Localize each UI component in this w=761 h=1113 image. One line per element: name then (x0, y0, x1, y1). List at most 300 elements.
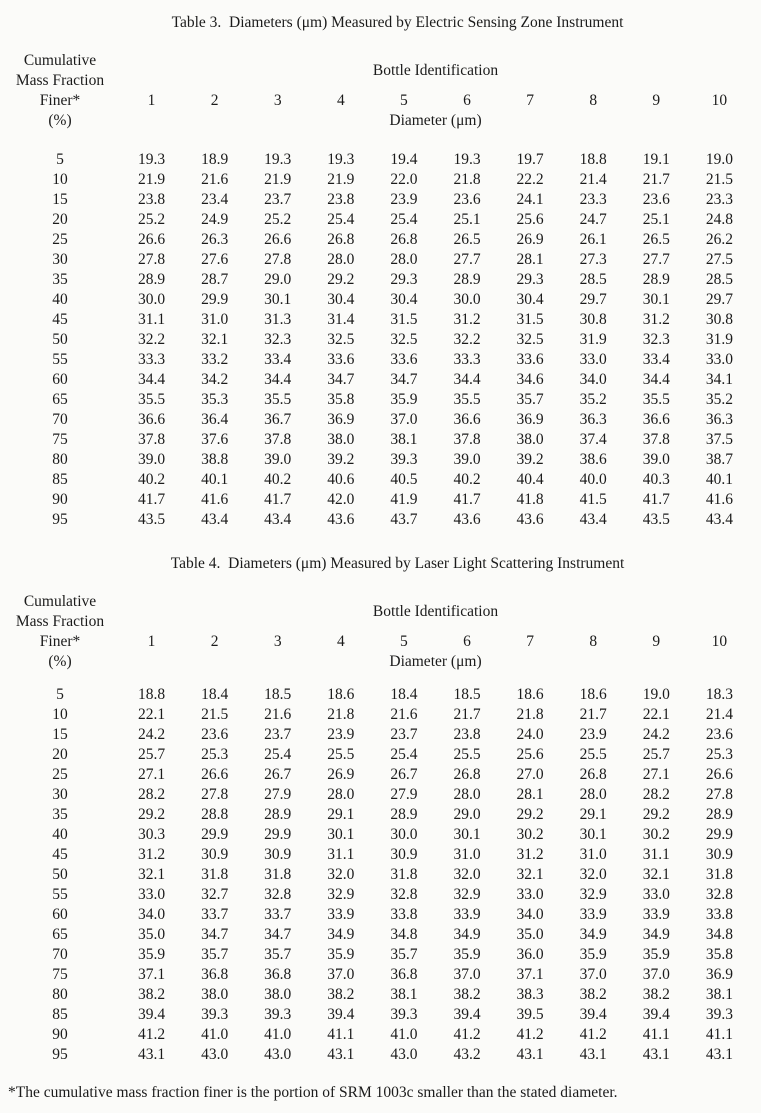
table-cell: 41.8 (516, 491, 544, 508)
table-cell: 31.1 (137, 311, 166, 328)
table-cell: 35.0 (137, 926, 166, 943)
table-cell: 43.7 (390, 511, 418, 528)
table-row (0, 865, 761, 885)
table-cell: 18.5 (453, 686, 481, 703)
table-row (0, 705, 761, 725)
table-cell: 28.2 (137, 786, 166, 803)
table-cell: 38.0 (201, 986, 229, 1003)
table-cell: 29.9 (201, 291, 229, 308)
table-cell: 37.8 (264, 431, 292, 448)
table-cell: 34.2 (201, 371, 229, 388)
table-cell: 21.7 (642, 171, 670, 188)
table-row (0, 745, 761, 765)
table-row (0, 330, 761, 350)
table-cell: 30.8 (705, 311, 733, 328)
table-cell: 33.7 (201, 906, 229, 923)
table-cell: 43.0 (264, 1046, 292, 1063)
table-cell: 41.1 (327, 1026, 355, 1043)
table-row (0, 885, 761, 905)
row-header-line: Finer* (39, 92, 81, 109)
table-cell: 37.8 (137, 431, 166, 448)
table-cell: 29.0 (264, 271, 292, 288)
table-cell: 35.2 (579, 391, 607, 408)
table-cell: 36.9 (516, 411, 544, 428)
table-row (0, 190, 761, 210)
table-cell: 43.6 (453, 511, 481, 528)
table-cell: 41.6 (705, 491, 733, 508)
table-cell: 33.9 (327, 906, 355, 923)
column-header-block (120, 51, 751, 131)
table-cell: 38.1 (705, 986, 733, 1003)
table-cell: 23.8 (327, 191, 355, 208)
table-4-header (0, 592, 761, 672)
table-cell: 34.7 (264, 926, 292, 943)
table-cell: 38.0 (264, 986, 292, 1003)
table-cell: 36.0 (516, 946, 544, 963)
table-cell: 43.1 (327, 1046, 355, 1063)
table-cell: 31.9 (579, 331, 607, 348)
table-cell: 18.3 (705, 686, 733, 703)
table-cell: 41.2 (137, 1026, 166, 1043)
table-cell: 25.3 (705, 746, 733, 763)
table-cell: 29.0 (453, 806, 481, 823)
table-cell: 30.3 (137, 826, 166, 843)
table-cell: 21.4 (705, 706, 733, 723)
table-cell: 43.5 (642, 511, 670, 528)
row-label: 60 (52, 906, 68, 923)
table-cell: 38.2 (453, 986, 481, 1003)
table-cell: 36.8 (201, 966, 229, 983)
row-label: 35 (52, 806, 68, 823)
table-cell: 27.1 (137, 766, 166, 783)
table-cell: 29.3 (390, 271, 418, 288)
table-cell: 30.4 (327, 291, 355, 308)
table-cell: 33.9 (642, 906, 670, 923)
table-cell: 31.1 (642, 846, 670, 863)
table-cell: 43.4 (201, 511, 229, 528)
table-cell: 23.6 (453, 191, 481, 208)
table-cell: 43.5 (137, 511, 166, 528)
table-row (0, 945, 761, 965)
row-label: 30 (52, 786, 68, 803)
table-cell: 41.9 (390, 491, 418, 508)
table-cell: 33.3 (137, 351, 166, 368)
row-label: 30 (52, 251, 68, 268)
table-cell: 29.7 (579, 291, 607, 308)
row-header-line: Cumulative (23, 593, 97, 610)
table-cell: 31.3 (264, 311, 292, 328)
table-cell: 41.0 (201, 1026, 229, 1043)
table-cell: 32.1 (137, 866, 166, 883)
table-cell: 27.8 (201, 786, 229, 803)
table-cell: 28.9 (453, 271, 481, 288)
table-cell: 35.5 (453, 391, 481, 408)
table-cell: 26.7 (264, 766, 292, 783)
table-cell: 30.9 (264, 846, 292, 863)
table-cell: 23.6 (642, 191, 670, 208)
column-number: 4 (336, 633, 345, 650)
table-cell: 32.8 (705, 886, 733, 903)
table-cell: 28.5 (579, 271, 607, 288)
table-cell: 29.2 (516, 806, 544, 823)
table-cell: 31.0 (579, 846, 607, 863)
table-cell: 33.9 (453, 906, 481, 923)
table-cell: 19.3 (327, 151, 355, 168)
row-label: 90 (52, 491, 68, 508)
table-cell: 32.8 (264, 886, 292, 903)
table-cell: 43.1 (137, 1046, 166, 1063)
row-label: 5 (56, 151, 64, 168)
table-row (0, 250, 761, 270)
table-cell: 30.0 (137, 291, 166, 308)
table-cell: 23.6 (201, 726, 229, 743)
table-cell: 43.4 (264, 511, 292, 528)
table-cell: 28.0 (390, 251, 418, 268)
table-cell: 34.8 (705, 926, 733, 943)
column-number: 8 (589, 92, 598, 109)
row-label: 85 (52, 471, 68, 488)
table-cell: 35.9 (453, 946, 481, 963)
column-number: 5 (400, 633, 408, 650)
table-cell: 34.9 (453, 926, 481, 943)
table-cell: 27.8 (137, 251, 166, 268)
column-number: 9 (652, 92, 661, 109)
table-cell: 35.8 (327, 391, 355, 408)
row-label: 20 (52, 746, 68, 763)
table-cell: 30.1 (264, 291, 292, 308)
table-4-section (0, 554, 761, 1065)
table-cell: 37.6 (201, 431, 229, 448)
table-cell: 32.0 (327, 866, 355, 883)
table-cell: 36.8 (390, 966, 418, 983)
table-cell: 21.4 (579, 171, 607, 188)
table-cell: 34.0 (516, 906, 544, 923)
column-number: 2 (210, 92, 219, 109)
table-cell: 41.7 (137, 491, 166, 508)
table-cell: 35.3 (201, 391, 229, 408)
unit-header: Diameter (μm) (389, 112, 482, 129)
table-cell: 35.5 (642, 391, 670, 408)
table-cell: 33.2 (201, 351, 229, 368)
table-cell: 23.8 (453, 726, 481, 743)
table-cell: 36.9 (705, 966, 733, 983)
row-label: 95 (52, 1046, 68, 1063)
table-cell: 33.0 (642, 886, 670, 903)
row-label: 40 (52, 291, 68, 308)
table-cell: 28.1 (516, 251, 544, 268)
table-cell: 35.7 (264, 946, 292, 963)
table-row (0, 410, 761, 430)
column-number: 2 (210, 633, 219, 650)
table-cell: 24.7 (579, 211, 607, 228)
table-cell: 22.1 (137, 706, 166, 723)
row-label: 15 (52, 726, 68, 743)
table-cell: 25.4 (327, 211, 355, 228)
row-header-line: (%) (48, 112, 72, 129)
table-cell: 41.7 (264, 491, 292, 508)
table-cell: 29.2 (327, 271, 355, 288)
table-cell: 33.7 (264, 906, 292, 923)
column-number: 10 (711, 92, 728, 109)
table-cell: 36.9 (327, 411, 355, 428)
table-cell: 28.1 (516, 786, 544, 803)
table-cell: 35.5 (264, 391, 292, 408)
table-cell: 18.5 (264, 686, 292, 703)
table-cell: 33.8 (705, 906, 733, 923)
table-cell: 40.5 (390, 471, 418, 488)
table-cell: 19.1 (642, 151, 670, 168)
table-cell: 25.7 (642, 746, 670, 763)
table-cell: 30.2 (516, 826, 544, 843)
table-cell: 35.0 (516, 926, 544, 943)
table-cell: 25.4 (264, 746, 292, 763)
table-cell: 21.8 (327, 706, 355, 723)
table-cell: 21.9 (137, 171, 166, 188)
row-label: 10 (52, 706, 68, 723)
row-label: 75 (52, 431, 68, 448)
table-row (0, 965, 761, 985)
table-cell: 25.5 (579, 746, 607, 763)
table-cell: 36.7 (264, 411, 292, 428)
table-cell: 41.7 (642, 491, 670, 508)
table-cell: 19.3 (137, 151, 166, 168)
table-cell: 36.6 (642, 411, 670, 428)
table-cell: 21.5 (201, 706, 229, 723)
row-header-line: Mass Fraction (15, 613, 105, 630)
group-header: Bottle Identification (372, 62, 499, 79)
table-3-body (0, 150, 761, 530)
table-cell: 34.9 (642, 926, 670, 943)
table-cell: 38.0 (327, 431, 355, 448)
table-cell: 22.0 (390, 171, 418, 188)
table-cell: 30.4 (516, 291, 544, 308)
row-header-line: Finer* (39, 633, 81, 650)
table-cell: 26.5 (642, 231, 670, 248)
table-cell: 28.0 (579, 786, 607, 803)
table-cell: 41.2 (579, 1026, 607, 1043)
table-cell: 28.7 (201, 271, 229, 288)
table-cell: 32.9 (327, 886, 355, 903)
table-row (0, 510, 761, 530)
table-cell: 28.0 (327, 786, 355, 803)
table-cell: 30.9 (705, 846, 733, 863)
table-cell: 30.1 (453, 826, 481, 843)
row-label: 90 (52, 1026, 68, 1043)
table-cell: 21.8 (453, 171, 481, 188)
row-label: 35 (52, 271, 68, 288)
table-cell: 30.8 (579, 311, 607, 328)
table-cell: 34.7 (390, 371, 418, 388)
table-cell: 32.5 (390, 331, 418, 348)
table-cell: 23.9 (327, 726, 355, 743)
table-cell: 39.5 (516, 1006, 544, 1023)
column-number: 10 (711, 633, 728, 650)
table-cell: 29.9 (201, 826, 229, 843)
column-number: 6 (463, 92, 471, 109)
column-number: 3 (273, 92, 282, 109)
table-3-title: Table 3. Diameters (μm) Measured by Electric Sensing Zone Instrument (171, 14, 624, 31)
column-numbers (120, 91, 751, 111)
table-cell: 31.5 (390, 311, 418, 328)
table-cell: 39.2 (516, 451, 544, 468)
table-cell: 26.7 (390, 766, 418, 783)
row-label: 45 (52, 846, 68, 863)
table-cell: 38.2 (579, 986, 607, 1003)
table-cell: 24.9 (201, 211, 229, 228)
row-label: 10 (52, 171, 68, 188)
table-cell: 28.9 (137, 271, 166, 288)
table-row (0, 470, 761, 490)
column-number: 4 (336, 92, 345, 109)
table-cell: 35.7 (201, 946, 229, 963)
table-cell: 31.8 (264, 866, 292, 883)
table-row (0, 210, 761, 230)
table-cell: 34.4 (453, 371, 481, 388)
table-cell: 21.6 (201, 171, 229, 188)
table-cell: 30.0 (453, 291, 481, 308)
table-cell: 28.2 (642, 786, 670, 803)
table-cell: 26.1 (579, 231, 607, 248)
table-cell: 37.5 (705, 431, 733, 448)
table-cell: 27.9 (390, 786, 418, 803)
table-cell: 21.8 (516, 706, 544, 723)
row-label: 55 (52, 886, 68, 903)
table-cell: 25.7 (137, 746, 166, 763)
table-cell: 27.3 (579, 251, 607, 268)
table-cell: 40.3 (642, 471, 670, 488)
table-cell: 28.9 (642, 271, 670, 288)
column-number: 1 (147, 633, 156, 650)
table-cell: 18.4 (201, 686, 229, 703)
table-cell: 24.8 (705, 211, 733, 228)
table-cell: 23.4 (201, 191, 229, 208)
table-cell: 36.4 (201, 411, 229, 428)
table-cell: 25.3 (201, 746, 229, 763)
table-cell: 31.5 (516, 311, 544, 328)
row-label: 20 (52, 211, 68, 228)
table-cell: 34.0 (579, 371, 607, 388)
table-cell: 34.6 (516, 371, 544, 388)
table-cell: 39.4 (327, 1006, 355, 1023)
table-cell: 34.8 (390, 926, 418, 943)
table-cell: 34.9 (579, 926, 607, 943)
table-cell: 29.3 (516, 271, 544, 288)
table-cell: 28.5 (705, 271, 733, 288)
table-cell: 34.4 (642, 371, 670, 388)
table-cell: 30.2 (642, 826, 670, 843)
table-row (0, 350, 761, 370)
table-cell: 29.9 (264, 826, 292, 843)
table-cell: 30.0 (390, 826, 418, 843)
row-label: 15 (52, 191, 68, 208)
table-cell: 27.9 (264, 786, 292, 803)
table-cell: 31.0 (201, 311, 229, 328)
table-cell: 41.2 (516, 1026, 544, 1043)
table-cell: 37.4 (579, 431, 607, 448)
table-cell: 35.9 (137, 946, 166, 963)
table-cell: 33.4 (264, 351, 292, 368)
row-header-line: Cumulative (23, 52, 97, 69)
column-number: 1 (147, 92, 156, 109)
table-cell: 19.3 (453, 151, 481, 168)
table-cell: 38.2 (642, 986, 670, 1003)
table-cell: 39.3 (264, 1006, 292, 1023)
column-numbers (120, 632, 751, 652)
table-cell: 34.4 (264, 371, 292, 388)
table-row (0, 845, 761, 865)
table-cell: 33.6 (516, 351, 544, 368)
row-label: 85 (52, 1006, 68, 1023)
column-number: 6 (463, 633, 471, 650)
table-cell: 39.0 (264, 451, 292, 468)
table-cell: 30.1 (327, 826, 355, 843)
table-cell: 41.0 (390, 1026, 418, 1043)
table-cell: 29.2 (642, 806, 670, 823)
table-cell: 31.0 (453, 846, 481, 863)
table-cell: 35.5 (137, 391, 166, 408)
table-cell: 35.8 (705, 946, 733, 963)
table-cell: 41.6 (201, 491, 229, 508)
table-cell: 25.1 (642, 211, 670, 228)
table-cell: 35.7 (390, 946, 418, 963)
table-cell: 27.7 (642, 251, 670, 268)
table-cell: 26.9 (516, 231, 544, 248)
table-cell: 38.2 (137, 986, 166, 1003)
table-cell: 33.3 (453, 351, 481, 368)
table-cell: 43.1 (579, 1046, 607, 1063)
table-cell: 34.0 (137, 906, 166, 923)
table-cell: 18.8 (579, 151, 607, 168)
table-cell: 25.5 (453, 746, 481, 763)
table-row (0, 685, 761, 705)
table-cell: 23.7 (390, 726, 418, 743)
table-cell: 26.8 (579, 766, 607, 783)
column-number: 3 (273, 633, 282, 650)
table-cell: 40.4 (516, 471, 544, 488)
table-cell: 41.2 (453, 1026, 481, 1043)
table-row (0, 230, 761, 250)
table-cell: 33.6 (390, 351, 418, 368)
table-cell: 29.2 (137, 806, 166, 823)
table-cell: 39.3 (390, 1006, 418, 1023)
table-cell: 33.9 (579, 906, 607, 923)
table-cell: 35.9 (390, 391, 418, 408)
table-cell: 32.1 (642, 866, 670, 883)
table-cell: 36.8 (264, 966, 292, 983)
table-cell: 21.7 (579, 706, 607, 723)
table-cell: 41.5 (579, 491, 607, 508)
table-cell: 25.5 (327, 746, 355, 763)
table-cell: 32.3 (264, 331, 292, 348)
table-cell: 37.0 (579, 966, 607, 983)
table-cell: 30.9 (201, 846, 229, 863)
column-number: 9 (652, 633, 661, 650)
table-cell: 19.3 (264, 151, 292, 168)
table-cell: 35.7 (516, 391, 544, 408)
table-cell: 43.6 (327, 511, 355, 528)
group-header: Bottle Identification (372, 603, 499, 620)
table-cell: 18.8 (137, 686, 166, 703)
table-row (0, 430, 761, 450)
table-cell: 40.6 (327, 471, 355, 488)
table-cell: 41.7 (453, 491, 481, 508)
table-cell: 32.3 (642, 331, 670, 348)
table-cell: 33.0 (516, 886, 544, 903)
table-cell: 33.8 (390, 906, 418, 923)
table-cell: 19.4 (390, 151, 418, 168)
table-row (0, 765, 761, 785)
table-cell: 28.0 (327, 251, 355, 268)
